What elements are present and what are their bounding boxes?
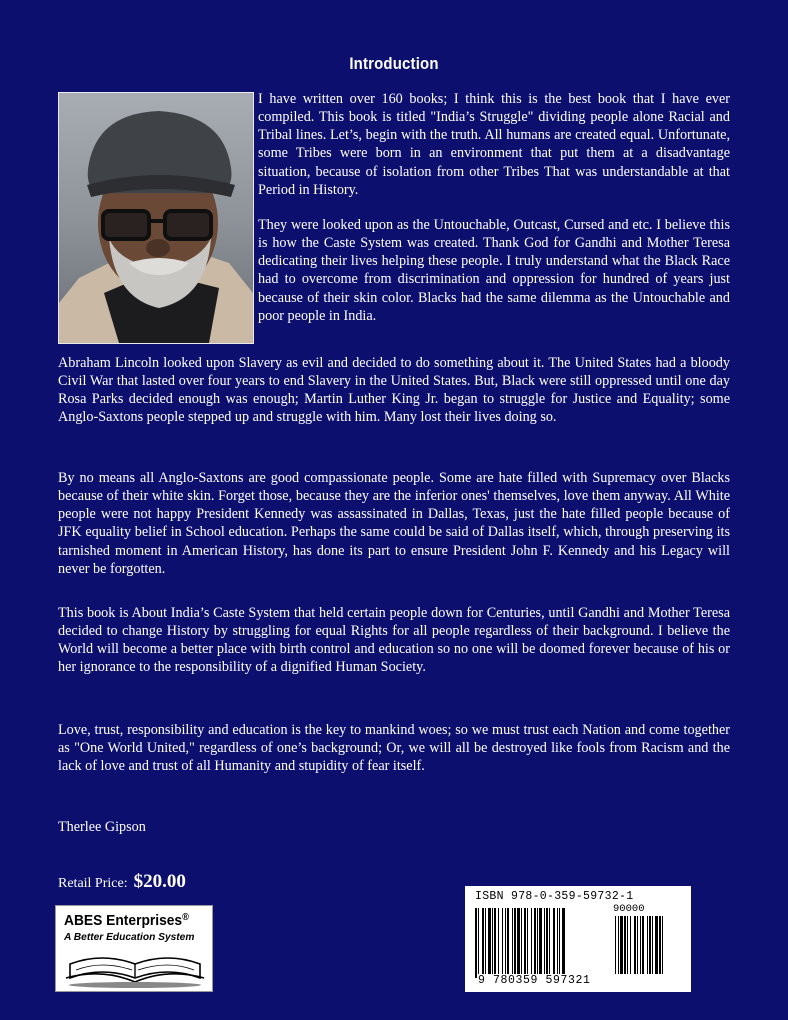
registered-mark: ® bbox=[182, 912, 189, 923]
intro-paragraph-1: I have written over 160 books; I think this is the best book that I have ever compiled. This book is titled "India’s Struggle" dividing people alone Racial and Tribal lines. Let’s, begin with the truth. All humans are created equal. Unfortunate, some Tribes were born in an environment that put them at a disadvantage situation, because of isolation from other Tribes That was understandable at that Period in History. bbox=[258, 91, 730, 198]
barcode-digits: 9 780359 597321 bbox=[478, 974, 591, 987]
publisher-logo bbox=[55, 905, 213, 992]
publisher-name bbox=[64, 912, 189, 929]
isbn-label: ISBN 978-0-359-59732-1 bbox=[475, 890, 634, 903]
author-signature: Therlee Gipson bbox=[58, 819, 146, 835]
open-book-icon bbox=[62, 944, 208, 990]
intro-paragraph-4: By no means all Anglo-Saxtons are good compassionate people. Some are hate filled with Supremacy over Blacks because of their white skin. Forget those, because they are the inferior ones' themselves, love them anyway. All White people were not happy President Kennedy was assassinated in Dallas, Texas, just the hate filled people because of JFK equality belief in School education. Perhaps the same could be said of Dallas itself, which, through preserving its tarnished moment in American History, has done its part to ensure President John F. Kennedy and his Legacy will never be forgotten. bbox=[58, 470, 730, 577]
retail-price bbox=[58, 871, 186, 893]
intro-paragraph-5: This book is About India’s Caste System that held certain people down for Centuries, until Gandhi and Mother Teresa decided to change History by struggling for equal Rights for all people regardless of their background. I believe the World will become a better place with birth control and education so no one will be doomed forever because of his or her ignorance to the responsibility of a dignified Human Society. bbox=[58, 605, 730, 676]
isbn-barcode bbox=[465, 886, 691, 992]
page-title: Introduction bbox=[349, 54, 439, 73]
retail-price-label: Retail Price: bbox=[58, 876, 128, 891]
intro-paragraph-6: Love, trust, responsibility and education is the key to mankind woes; so we must trust each Nation and come together as "One World United," regardless of one’s background; Or, we will all be destroyed like fools from Racism and the lack of love and trust of all Humanity and stupidity of fear itself. bbox=[58, 722, 730, 775]
publisher-tagline: A Better Education System bbox=[64, 932, 195, 943]
price-code: 90000 bbox=[613, 903, 645, 915]
intro-paragraph-3: Abraham Lincoln looked upon Slavery as evil and decided to do something about it. The United States had a bloody Civil War that lasted over four years to end Slavery in the United States. But, Black were still oppressed until one day Rosa Parks decided enough was enough; Martin Luther King Jr. began to struggle for Justice and Equality; some Anglo-Saxtons people stepped up and struggle with him. Many lost their lives doing so. bbox=[58, 355, 730, 426]
publisher-name-text: ABES Enterprises bbox=[64, 912, 183, 929]
intro-paragraph-2: They were looked upon as the Untouchable, Outcast, Cursed and etc. I believe this is how the Caste System was created. Thank God for Gandhi and Mother Teresa dedicating their lives helping these people. I truly understand what the Black Race had to overcome from discrimination and oppression for hundred of years just because of their skin color. Blacks had the same dilemma as the Untouchable and poor people in India. bbox=[258, 217, 730, 324]
author-portrait-icon bbox=[59, 93, 253, 343]
author-photo bbox=[58, 92, 254, 344]
retail-price-amount: $20.00 bbox=[133, 871, 186, 892]
